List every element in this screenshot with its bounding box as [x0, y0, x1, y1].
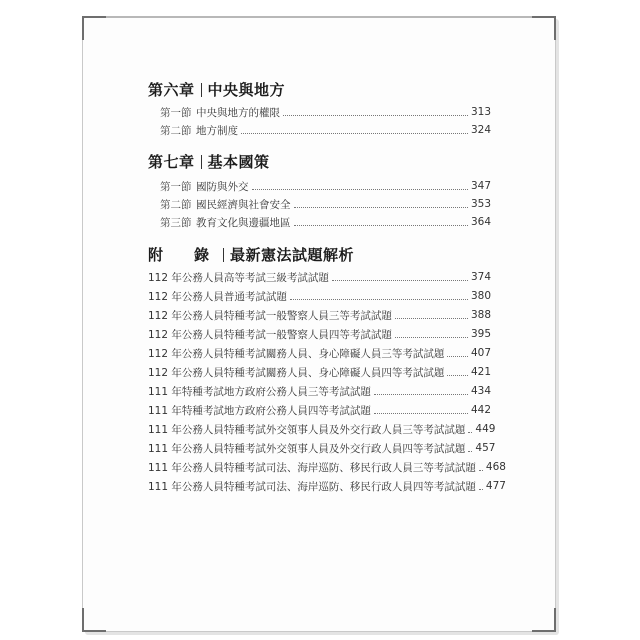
entry-title: 111 年特種考試地方政府公務人員三等考試試題 [148, 385, 371, 398]
page-number: 388 [470, 309, 491, 321]
entry-title: 112 年公務人員特種考試一般警察人員三等考試試題 [148, 309, 392, 322]
corner-ornament [532, 16, 556, 40]
page-number: 324 [470, 124, 491, 136]
entry-title: 112 年公務人員特種考試關務人員、身心障礙人員三等考試試題 [148, 347, 445, 360]
section-number: 第二節 [160, 124, 192, 137]
entry-title: 112 年公務人員高等考試三級考試試題 [148, 271, 329, 284]
dot-leader [283, 115, 468, 116]
entry-title: 教育文化與邊疆地區 [196, 216, 291, 229]
toc-entry[interactable] [148, 269, 491, 285]
dot-leader [468, 451, 472, 452]
page-number: 313 [470, 106, 491, 118]
entry-title: 國民經濟與社會安全 [196, 198, 291, 211]
divider [201, 83, 202, 97]
toc-entry[interactable] [148, 383, 491, 399]
entry-title: 111 年公務人員特種考試司法、海岸巡防、移民行政人員四等考試試題 [148, 480, 476, 493]
page-number: 353 [470, 198, 491, 210]
dot-leader [395, 337, 468, 338]
entry-title: 中央與地方的權限 [196, 106, 280, 119]
entry-title: 國防與外交 [196, 180, 249, 193]
page-number: 434 [470, 385, 491, 397]
toc-entry[interactable] [148, 421, 496, 437]
page-number: 421 [470, 366, 491, 378]
entry-title: 地方制度 [196, 124, 238, 137]
appendix-label: 附 錄 [148, 246, 218, 264]
appendix-heading [148, 244, 354, 265]
section-number: 第一節 [160, 180, 192, 193]
toc-entry[interactable] [148, 364, 491, 380]
toc-entry[interactable] [148, 345, 491, 361]
page-number: 364 [470, 216, 491, 228]
page-number: 407 [470, 347, 491, 359]
dot-leader [241, 133, 468, 134]
chapter-heading [148, 151, 270, 172]
entry-title: 111 年公務人員特種考試外交領事人員及外交行政人員四等考試試題 [148, 442, 466, 455]
entry-title: 112 年公務人員特種考試關務人員、身心障礙人員四等考試試題 [148, 366, 445, 379]
page-number: 347 [470, 180, 491, 192]
chapter-label: 第六章 [148, 81, 195, 99]
appendix-title: 最新憲法試題解析 [230, 246, 355, 264]
page-number: 442 [470, 404, 491, 416]
chapter-heading [148, 79, 285, 100]
corner-ornament [532, 608, 556, 632]
toc-entry[interactable] [160, 214, 491, 230]
section-number: 第三節 [160, 216, 192, 229]
page-number: 477 [485, 480, 506, 492]
toc-entry[interactable] [148, 326, 491, 342]
dot-leader [294, 225, 468, 226]
page-number: 374 [470, 271, 491, 283]
toc-entry[interactable] [160, 178, 491, 194]
section-number: 第一節 [160, 106, 192, 119]
dot-leader [447, 375, 468, 376]
toc-entry[interactable] [160, 196, 491, 212]
dot-leader [479, 470, 483, 471]
entry-title: 112 年公務人員普通考試試題 [148, 290, 287, 303]
toc-entry[interactable] [148, 402, 491, 418]
page-number: 468 [485, 461, 506, 473]
divider [223, 248, 224, 262]
entry-title: 111 年公務人員特種考試外交領事人員及外交行政人員三等考試試題 [148, 423, 466, 436]
dot-leader [395, 318, 468, 319]
page-number: 380 [470, 290, 491, 302]
toc-entry[interactable] [148, 440, 496, 456]
toc-entry[interactable] [148, 288, 491, 304]
corner-ornament [82, 608, 106, 632]
section-number: 第二節 [160, 198, 192, 211]
entry-title: 111 年特種考試地方政府公務人員四等考試試題 [148, 404, 371, 417]
dot-leader [374, 413, 468, 414]
toc-entry[interactable] [160, 104, 491, 120]
dot-leader [332, 280, 468, 281]
chapter-title: 基本國策 [207, 153, 270, 171]
book-page [82, 16, 556, 632]
dot-leader [290, 299, 468, 300]
toc-entry[interactable] [160, 122, 491, 138]
dot-leader [374, 394, 468, 395]
page-number: 457 [475, 442, 496, 454]
entry-title: 111 年公務人員特種考試司法、海岸巡防、移民行政人員三等考試試題 [148, 461, 476, 474]
chapter-label: 第七章 [148, 153, 195, 171]
toc-entry[interactable] [148, 307, 491, 323]
chapter-title: 中央與地方 [207, 81, 286, 99]
divider [201, 155, 202, 169]
corner-ornament [82, 16, 106, 40]
dot-leader [468, 432, 472, 433]
dot-leader [252, 189, 468, 190]
dot-leader [447, 356, 468, 357]
toc-entry[interactable] [148, 478, 506, 494]
page-number: 395 [470, 328, 491, 340]
page-number: 449 [475, 423, 496, 435]
entry-title: 112 年公務人員特種考試一般警察人員四等考試試題 [148, 328, 392, 341]
dot-leader [294, 207, 468, 208]
toc-entry[interactable] [148, 459, 506, 475]
dot-leader [479, 489, 483, 490]
